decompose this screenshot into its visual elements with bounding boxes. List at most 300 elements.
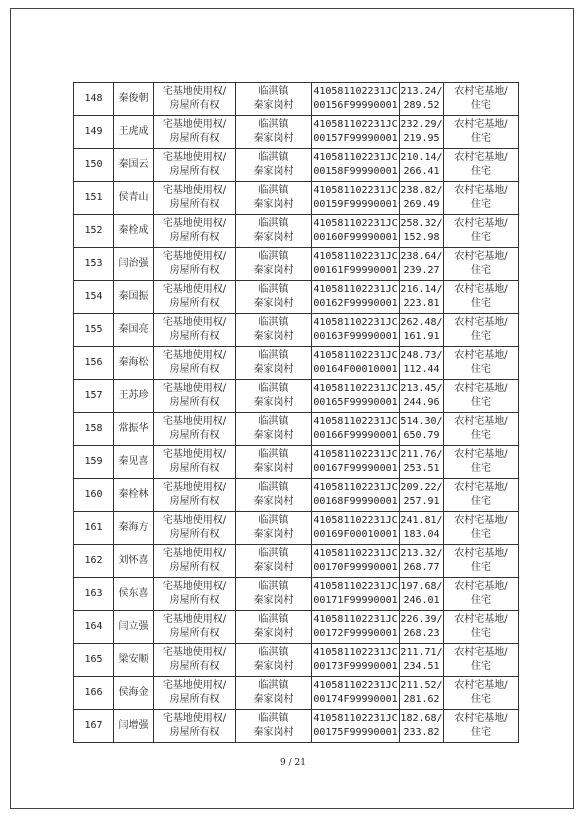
cell-usage (444, 545, 519, 578)
cell-right-type-text: 宅基地使用权/ (162, 416, 227, 427)
cell-location (236, 677, 312, 710)
cell-location-text: 临淇镇 (258, 317, 289, 328)
cell-right-type-text: 宅基地使用权/ (162, 680, 227, 691)
cell-usage (444, 314, 519, 347)
cell-right-type-text: 房屋所有权 (169, 496, 220, 507)
cell-usage (444, 248, 519, 281)
cell-right-type-text: 房屋所有权 (169, 562, 220, 573)
cell-area-text: 223.81 (403, 298, 440, 309)
cell-usage (444, 380, 519, 413)
cell-right-type-text: 宅基地使用权/ (162, 713, 227, 724)
cell-owner-name-text: 王虎成 (118, 126, 149, 137)
cell-usage-text: 住宅 (471, 727, 491, 738)
cell-usage (444, 512, 519, 545)
table-row (74, 413, 519, 446)
cell-owner-name-text: 梁安顺 (118, 654, 149, 665)
cell-unit-code-text: 00165F99990001 (313, 397, 398, 408)
cell-location-text: 秦家岗村 (253, 661, 294, 672)
cell-area-text: 234.51 (403, 661, 440, 672)
cell-unit-code-text: 00163F99990001 (313, 331, 398, 342)
cell-area-text: 253.51 (403, 463, 440, 474)
cell-location-text: 秦家岗村 (253, 430, 294, 441)
table-row (74, 578, 519, 611)
cell-serial (74, 677, 114, 710)
cell-right-type (154, 380, 236, 413)
cell-serial-text: 150 (84, 159, 103, 170)
cell-unit-code-text: 00172F99990001 (313, 628, 398, 639)
cell-unit-code-text: 410581102231JC (313, 119, 398, 130)
cell-area-text: 268.23 (403, 628, 440, 639)
cell-serial (74, 380, 114, 413)
cell-location-text: 秦家岗村 (253, 463, 294, 474)
cell-area-text: 233.82 (403, 727, 440, 738)
cell-usage-text: 住宅 (471, 166, 491, 177)
cell-usage-text: 农村宅基地/ (454, 350, 508, 361)
cell-serial (74, 248, 114, 281)
cell-area (400, 83, 444, 116)
cell-location-text: 秦家岗村 (253, 265, 294, 276)
cell-unit-code (312, 215, 400, 248)
cell-usage-text: 住宅 (471, 628, 491, 639)
page-number: 9 / 21 (280, 758, 306, 768)
cell-unit-code-text: 00167F99990001 (313, 463, 398, 474)
cell-area-text: 248.73/ (400, 350, 443, 361)
cell-right-type (154, 479, 236, 512)
cell-unit-code-text: 00169F00010001 (313, 529, 398, 540)
cell-location-text: 临淇镇 (258, 218, 289, 229)
cell-right-type-text: 宅基地使用权/ (162, 152, 227, 163)
cell-right-type-text: 房屋所有权 (169, 727, 220, 738)
table-row (74, 248, 519, 281)
table-row (74, 314, 519, 347)
cell-usage-text: 农村宅基地/ (454, 119, 508, 130)
cell-usage-text: 住宅 (471, 463, 491, 474)
cell-right-type-text: 宅基地使用权/ (162, 614, 227, 625)
cell-usage-text: 农村宅基地/ (454, 614, 508, 625)
cell-right-type-text: 房屋所有权 (169, 331, 220, 342)
cell-area-text: 232.29/ (400, 119, 443, 130)
cell-serial (74, 182, 114, 215)
cell-unit-code-text: 410581102231JC (313, 86, 398, 97)
cell-unit-code (312, 512, 400, 545)
cell-usage-text: 住宅 (471, 199, 491, 210)
cell-area-text: 514.30/ (400, 416, 443, 427)
cell-owner-name-text: 秦海方 (118, 522, 149, 533)
cell-right-type-text: 房屋所有权 (169, 298, 220, 309)
cell-location-text: 临淇镇 (258, 680, 289, 691)
cell-usage-text: 住宅 (471, 562, 491, 573)
cell-right-type (154, 116, 236, 149)
cell-unit-code-text: 00175F99990001 (313, 727, 398, 738)
cell-location (236, 380, 312, 413)
cell-unit-code-text: 00160F99990001 (313, 232, 398, 243)
cell-serial-text: 166 (84, 687, 103, 698)
cell-usage-text: 农村宅基地/ (454, 152, 508, 163)
cell-unit-code (312, 182, 400, 215)
cell-serial-text: 156 (84, 357, 103, 368)
cell-serial (74, 83, 114, 116)
cell-right-type-text: 宅基地使用权/ (162, 86, 227, 97)
cell-location (236, 314, 312, 347)
cell-owner-name (114, 710, 154, 743)
cell-right-type-text: 宅基地使用权/ (162, 548, 227, 559)
cell-owner-name-text: 秦栓林 (118, 489, 149, 500)
cell-area-text: 112.44 (403, 364, 440, 375)
cell-serial-text: 149 (84, 126, 103, 137)
cell-area-text: 257.91 (403, 496, 440, 507)
cell-location-text: 临淇镇 (258, 383, 289, 394)
cell-unit-code-text: 410581102231JC (313, 416, 398, 427)
cell-right-type-text: 宅基地使用权/ (162, 284, 227, 295)
cell-serial-text: 161 (84, 522, 103, 533)
cell-area-text: 650.79 (403, 430, 440, 441)
cell-owner-name (114, 578, 154, 611)
cell-owner-name-text: 秦海松 (118, 357, 149, 368)
table-row (74, 677, 519, 710)
cell-area-text: 161.91 (403, 331, 440, 342)
cell-owner-name (114, 479, 154, 512)
cell-location (236, 83, 312, 116)
cell-area (400, 644, 444, 677)
cell-location (236, 479, 312, 512)
cell-serial (74, 512, 114, 545)
cell-usage (444, 347, 519, 380)
cell-location-text: 秦家岗村 (253, 166, 294, 177)
cell-owner-name-text: 秦国云 (118, 159, 149, 170)
cell-location-text: 秦家岗村 (253, 595, 294, 606)
cell-usage (444, 182, 519, 215)
cell-location (236, 710, 312, 743)
cell-location-text: 秦家岗村 (253, 199, 294, 210)
cell-area (400, 611, 444, 644)
cell-area-text: 246.01 (403, 595, 440, 606)
cell-location-text: 临淇镇 (258, 515, 289, 526)
cell-location-text: 秦家岗村 (253, 529, 294, 540)
cell-right-type-text: 宅基地使用权/ (162, 119, 227, 130)
cell-unit-code-text: 410581102231JC (313, 515, 398, 526)
cell-area (400, 116, 444, 149)
cell-unit-code-text: 410581102231JC (313, 152, 398, 163)
cell-location (236, 182, 312, 215)
cell-unit-code-text: 410581102231JC (313, 284, 398, 295)
cell-usage-text: 农村宅基地/ (454, 284, 508, 295)
cell-right-type-text: 宅基地使用权/ (162, 482, 227, 493)
cell-serial-text: 151 (84, 192, 103, 203)
cell-right-type (154, 677, 236, 710)
cell-usage-text: 农村宅基地/ (454, 548, 508, 559)
cell-serial (74, 545, 114, 578)
cell-location-text: 临淇镇 (258, 86, 289, 97)
cell-owner-name (114, 677, 154, 710)
cell-owner-name-text: 刘怀喜 (118, 555, 149, 566)
cell-location (236, 347, 312, 380)
cell-serial-text: 164 (84, 621, 103, 632)
cell-serial (74, 116, 114, 149)
cell-unit-code (312, 644, 400, 677)
cell-unit-code-text: 00174F99990001 (313, 694, 398, 705)
cell-area-text: 289.52 (403, 100, 440, 111)
cell-location-text: 临淇镇 (258, 416, 289, 427)
cell-unit-code-text: 00166F99990001 (313, 430, 398, 441)
cell-owner-name (114, 413, 154, 446)
cell-area-text: 238.64/ (400, 251, 443, 262)
cell-unit-code (312, 347, 400, 380)
cell-usage-text: 农村宅基地/ (454, 482, 508, 493)
cell-location-text: 临淇镇 (258, 482, 289, 493)
cell-owner-name-text: 常振华 (118, 423, 149, 434)
cell-right-type-text: 房屋所有权 (169, 166, 220, 177)
cell-right-type (154, 314, 236, 347)
cell-serial (74, 215, 114, 248)
cell-serial-text: 167 (84, 720, 103, 731)
cell-serial (74, 611, 114, 644)
cell-right-type-text: 房屋所有权 (169, 364, 220, 375)
cell-unit-code-text: 00158F99990001 (313, 166, 398, 177)
cell-owner-name-text: 秦俊朝 (118, 93, 149, 104)
cell-location-text: 临淇镇 (258, 614, 289, 625)
cell-area-text: 241.81/ (400, 515, 443, 526)
cell-usage (444, 116, 519, 149)
cell-owner-name (114, 380, 154, 413)
cell-location-text: 临淇镇 (258, 251, 289, 262)
cell-location-text: 秦家岗村 (253, 331, 294, 342)
cell-right-type-text: 宅基地使用权/ (162, 317, 227, 328)
cell-right-type-text: 房屋所有权 (169, 430, 220, 441)
cell-serial-text: 154 (84, 291, 103, 302)
cell-location-text: 秦家岗村 (253, 100, 294, 111)
cell-location-text: 临淇镇 (258, 185, 289, 196)
cell-unit-code-text: 410581102231JC (313, 713, 398, 724)
cell-unit-code-text: 00168F99990001 (313, 496, 398, 507)
table-row (74, 710, 519, 743)
cell-serial-text: 158 (84, 423, 103, 434)
cell-right-type (154, 512, 236, 545)
cell-unit-code (312, 611, 400, 644)
cell-serial-text: 157 (84, 390, 103, 401)
cell-area-text: 258.32/ (400, 218, 443, 229)
cell-area (400, 545, 444, 578)
cell-unit-code (312, 380, 400, 413)
cell-area-text: 209.22/ (400, 482, 443, 493)
cell-unit-code (312, 149, 400, 182)
cell-unit-code-text: 410581102231JC (313, 647, 398, 658)
cell-area (400, 380, 444, 413)
cell-unit-code (312, 677, 400, 710)
table-body (74, 83, 519, 743)
cell-usage-text: 住宅 (471, 529, 491, 540)
cell-serial (74, 314, 114, 347)
cell-area-text: 266.41 (403, 166, 440, 177)
cell-area-text: 219.95 (403, 133, 440, 144)
cell-unit-code-text: 00171F99990001 (313, 595, 398, 606)
cell-location-text: 秦家岗村 (253, 397, 294, 408)
cell-owner-name (114, 446, 154, 479)
cell-location-text: 秦家岗村 (253, 694, 294, 705)
cell-area (400, 446, 444, 479)
cell-location (236, 578, 312, 611)
cell-usage (444, 578, 519, 611)
cell-serial (74, 413, 114, 446)
cell-usage-text: 住宅 (471, 694, 491, 705)
cell-serial-text: 163 (84, 588, 103, 599)
cell-location-text: 临淇镇 (258, 119, 289, 130)
cell-owner-name-text: 侯海金 (118, 687, 149, 698)
cell-location (236, 149, 312, 182)
cell-area-text: 182.68/ (400, 713, 443, 724)
cell-right-type-text: 房屋所有权 (169, 694, 220, 705)
cell-area-text: 262.48/ (400, 317, 443, 328)
cell-area-text: 197.68/ (400, 581, 443, 592)
cell-location (236, 611, 312, 644)
cell-right-type (154, 215, 236, 248)
cell-area-text: 211.52/ (400, 680, 443, 691)
cell-usage-text: 农村宅基地/ (454, 185, 508, 196)
cell-location-text: 秦家岗村 (253, 727, 294, 738)
cell-serial-text: 153 (84, 258, 103, 269)
cell-location-text: 秦家岗村 (253, 232, 294, 243)
cell-location-text: 临淇镇 (258, 284, 289, 295)
cell-location-text: 临淇镇 (258, 152, 289, 163)
cell-unit-code-text: 410581102231JC (313, 449, 398, 460)
cell-right-type-text: 宅基地使用权/ (162, 251, 227, 262)
cell-area-text: 239.27 (403, 265, 440, 276)
cell-usage-text: 农村宅基地/ (454, 515, 508, 526)
cell-usage (444, 710, 519, 743)
cell-serial-text: 159 (84, 456, 103, 467)
cell-location-text: 秦家岗村 (253, 298, 294, 309)
cell-serial (74, 644, 114, 677)
cell-unit-code-text: 410581102231JC (313, 581, 398, 592)
cell-right-type-text: 房屋所有权 (169, 199, 220, 210)
cell-area-text: 183.04 (403, 529, 440, 540)
cell-owner-name (114, 545, 154, 578)
cell-right-type-text: 宅基地使用权/ (162, 185, 227, 196)
cell-usage-text: 住宅 (471, 364, 491, 375)
cell-owner-name-text: 侯青山 (118, 192, 149, 203)
cell-location-text: 秦家岗村 (253, 364, 294, 375)
cell-usage-text: 住宅 (471, 232, 491, 243)
cell-right-type-text: 房屋所有权 (169, 661, 220, 672)
cell-location-text: 临淇镇 (258, 449, 289, 460)
cell-right-type (154, 611, 236, 644)
cell-usage-text: 农村宅基地/ (454, 86, 508, 97)
cell-unit-code-text: 00159F99990001 (313, 199, 398, 210)
cell-unit-code-text: 00173F99990001 (313, 661, 398, 672)
cell-right-type-text: 房屋所有权 (169, 628, 220, 639)
cell-usage-text: 住宅 (471, 430, 491, 441)
cell-usage (444, 644, 519, 677)
cell-area (400, 149, 444, 182)
cell-area-text: 213.24/ (400, 86, 443, 97)
cell-usage (444, 611, 519, 644)
cell-right-type (154, 446, 236, 479)
cell-owner-name-text: 闫立强 (118, 621, 149, 632)
cell-location-text: 秦家岗村 (253, 628, 294, 639)
cell-serial-text: 152 (84, 225, 103, 236)
cell-usage-text: 农村宅基地/ (454, 317, 508, 328)
cell-location-text: 临淇镇 (258, 713, 289, 724)
cell-usage-text: 住宅 (471, 661, 491, 672)
cell-unit-code-text: 410581102231JC (313, 614, 398, 625)
cell-right-type (154, 248, 236, 281)
cell-unit-code-text: 00170F99990001 (313, 562, 398, 573)
cell-right-type-text: 宅基地使用权/ (162, 581, 227, 592)
cell-usage (444, 479, 519, 512)
cell-unit-code (312, 83, 400, 116)
cell-area-text: 213.45/ (400, 383, 443, 394)
cell-right-type (154, 182, 236, 215)
cell-right-type (154, 149, 236, 182)
cell-location-text: 临淇镇 (258, 548, 289, 559)
registry-table (73, 82, 519, 743)
cell-usage (444, 446, 519, 479)
cell-area-text: 213.32/ (400, 548, 443, 559)
table-row (74, 281, 519, 314)
cell-area (400, 512, 444, 545)
cell-right-type-text: 宅基地使用权/ (162, 449, 227, 460)
cell-owner-name (114, 248, 154, 281)
cell-right-type (154, 710, 236, 743)
cell-area-text: 211.71/ (400, 647, 443, 658)
cell-owner-name-text: 王苏珍 (118, 390, 149, 401)
cell-right-type-text: 房屋所有权 (169, 463, 220, 474)
cell-right-type-text: 房屋所有权 (169, 232, 220, 243)
cell-right-type-text: 房屋所有权 (169, 529, 220, 540)
cell-unit-code-text: 410581102231JC (313, 251, 398, 262)
cell-owner-name-text: 秦见喜 (118, 456, 149, 467)
cell-unit-code-text: 410581102231JC (313, 350, 398, 361)
cell-location-text: 临淇镇 (258, 350, 289, 361)
cell-owner-name-text: 闫治强 (118, 258, 149, 269)
cell-right-type-text: 宅基地使用权/ (162, 218, 227, 229)
cell-usage-text: 农村宅基地/ (454, 251, 508, 262)
cell-owner-name-text: 侯东喜 (118, 588, 149, 599)
cell-usage (444, 677, 519, 710)
cell-location (236, 512, 312, 545)
cell-area (400, 215, 444, 248)
cell-usage-text: 住宅 (471, 265, 491, 276)
cell-usage-text: 住宅 (471, 595, 491, 606)
cell-right-type-text: 房屋所有权 (169, 265, 220, 276)
cell-right-type (154, 83, 236, 116)
cell-area-text: 238.82/ (400, 185, 443, 196)
cell-area-text: 210.14/ (400, 152, 443, 163)
table-row (74, 116, 519, 149)
cell-right-type (154, 644, 236, 677)
cell-owner-name (114, 611, 154, 644)
cell-unit-code-text: 00162F99990001 (313, 298, 398, 309)
cell-unit-code (312, 248, 400, 281)
cell-usage-text: 住宅 (471, 100, 491, 111)
cell-right-type-text: 宅基地使用权/ (162, 383, 227, 394)
cell-right-type (154, 578, 236, 611)
cell-location (236, 281, 312, 314)
cell-owner-name-text: 闫增强 (118, 720, 149, 731)
cell-location (236, 644, 312, 677)
cell-owner-name-text: 秦国振 (118, 291, 149, 302)
cell-owner-name (114, 149, 154, 182)
cell-serial-text: 165 (84, 654, 103, 665)
cell-location-text: 秦家岗村 (253, 133, 294, 144)
table-row (74, 347, 519, 380)
cell-unit-code (312, 116, 400, 149)
cell-owner-name (114, 182, 154, 215)
cell-area-text: 269.49 (403, 199, 440, 210)
cell-usage-text: 农村宅基地/ (454, 680, 508, 691)
cell-location (236, 545, 312, 578)
cell-unit-code-text: 410581102231JC (313, 548, 398, 559)
cell-serial (74, 281, 114, 314)
